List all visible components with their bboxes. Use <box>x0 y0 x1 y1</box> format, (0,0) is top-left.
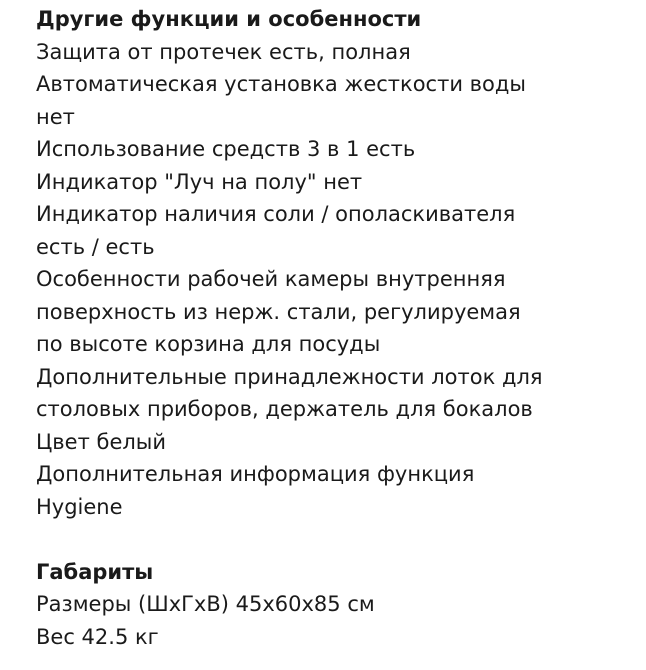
section-heading: Габариты <box>36 559 154 584</box>
spec-line: Дополнительная информация функция <box>36 462 475 486</box>
spec-line: есть / есть <box>36 234 155 259</box>
section-spacer <box>36 523 636 556</box>
spec-line: Использование средств 3 в 1 есть <box>36 137 416 161</box>
spec-line: Индикатор наличия соли / ополаскивателя <box>36 202 516 226</box>
spec-line: Автоматическая установка жесткости воды <box>36 72 526 96</box>
section-heading: Другие функции и особенности <box>36 7 422 31</box>
spec-line: поверхность из нерж. стали, регулируемая <box>36 299 521 324</box>
spec-line: Hygiene <box>36 494 123 519</box>
spec-line: по высоте корзина для посуды <box>36 332 381 356</box>
spec-line: Цвет белый <box>36 429 167 454</box>
spec-line: Индикатор "Луч на полу" нет <box>36 169 363 194</box>
spec-line: Защита от протечек есть, полная <box>36 39 411 64</box>
spec-line: Размеры (ШхГхВ) 45x60x85 см <box>36 592 375 616</box>
section-other-features <box>36 3 636 523</box>
spec-sheet <box>36 3 636 653</box>
spec-line: Особенности рабочей камеры внутренняя <box>36 267 506 291</box>
spec-line: нет <box>36 104 75 129</box>
spec-line: Вес 42.5 кг <box>36 624 159 649</box>
spec-line: Дополнительные принадлежности лоток для <box>36 364 543 389</box>
section-dimensions <box>36 556 636 654</box>
spec-line: столовых приборов, держатель для бокалов <box>36 397 533 421</box>
